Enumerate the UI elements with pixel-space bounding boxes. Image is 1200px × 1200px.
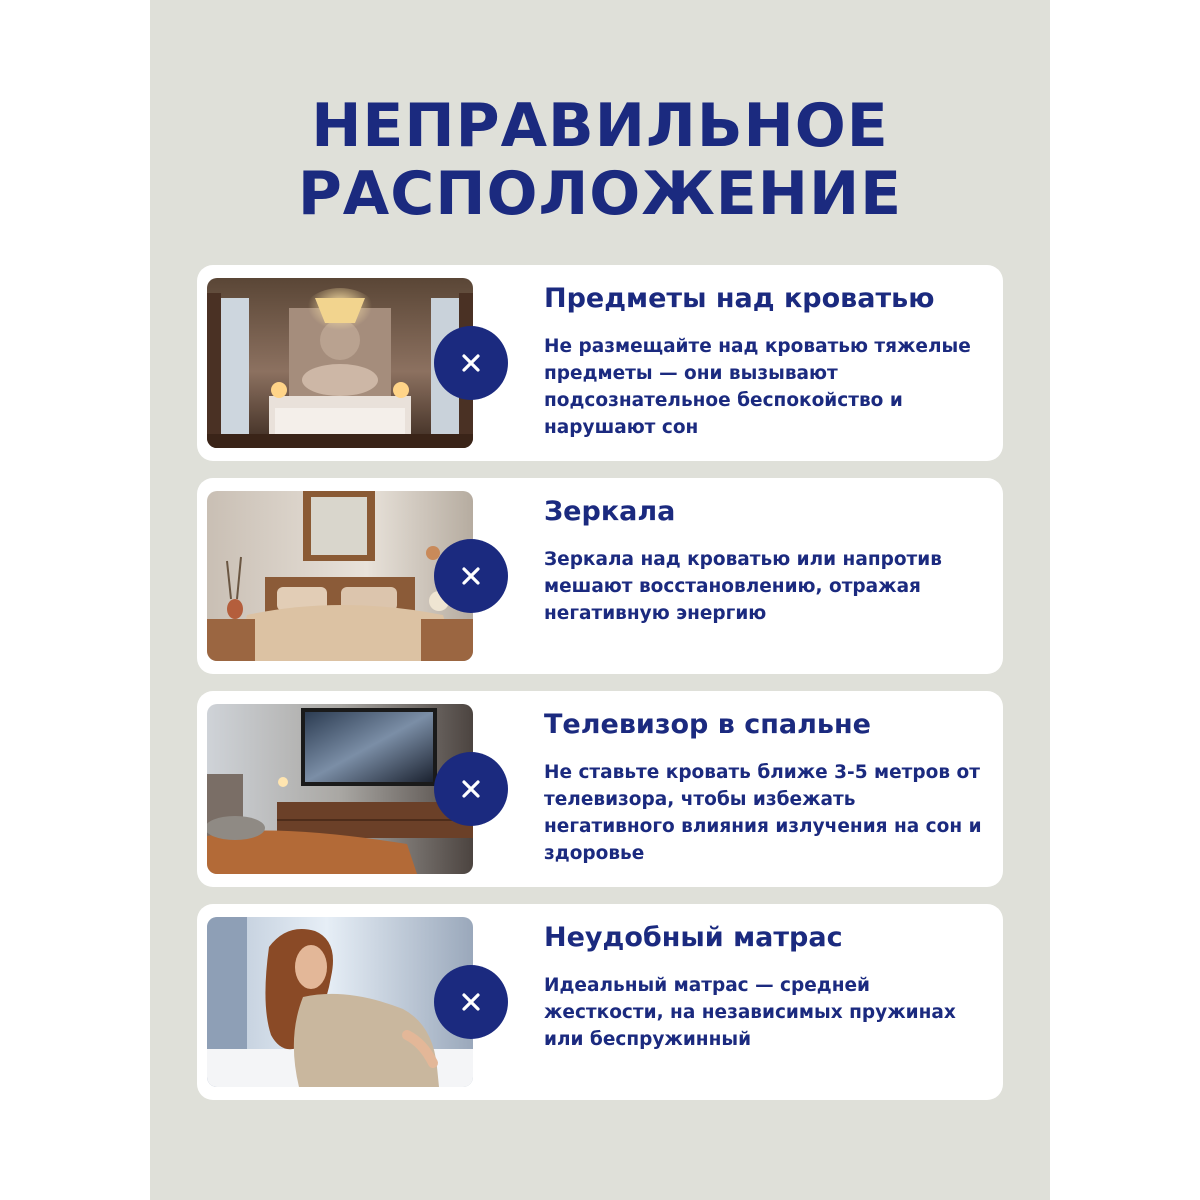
card-uncomfortable-mattress <box>197 904 1003 1100</box>
close-icon <box>460 991 482 1013</box>
card-items-over-bed <box>197 265 1003 461</box>
card-description: Не ставьте кровать ближе 3-5 метров от телевизора, чтобы избежать негативного влияния излучения на сон и здоровье <box>544 762 982 864</box>
card-heading: Предметы над кроватью <box>544 283 935 314</box>
card-mirrors <box>197 478 1003 674</box>
card-description: Идеальный матрас — средней жесткости, на независимых пружинах или беспружинный <box>544 975 956 1050</box>
close-icon-badge <box>434 539 508 613</box>
card-tv-in-bedroom <box>197 691 1003 887</box>
card-heading: Неудобный матрас <box>544 922 843 953</box>
card-description: Не размещайте над кроватью тяжелые предметы — они вызывают подсознательное беспокойство и нарушают сон <box>544 336 971 438</box>
close-icon-badge <box>434 326 508 400</box>
card-description: Зеркала над кроватью или напротив мешают восстановлению, отражая негативную энергию <box>544 549 942 624</box>
close-icon <box>460 352 482 374</box>
title-line-1: НЕПРАВИЛЬНОЕ <box>311 91 889 161</box>
page-title <box>150 92 1050 228</box>
title-line-2: РАСПОЛОЖЕНИЕ <box>297 159 903 229</box>
card-heading: Телевизор в спальне <box>544 709 871 740</box>
close-icon <box>460 778 482 800</box>
close-icon <box>460 565 482 587</box>
card-heading: Зеркала <box>544 496 676 527</box>
close-icon-badge <box>434 965 508 1039</box>
infographic-panel <box>150 0 1050 1200</box>
close-icon-badge <box>434 752 508 826</box>
